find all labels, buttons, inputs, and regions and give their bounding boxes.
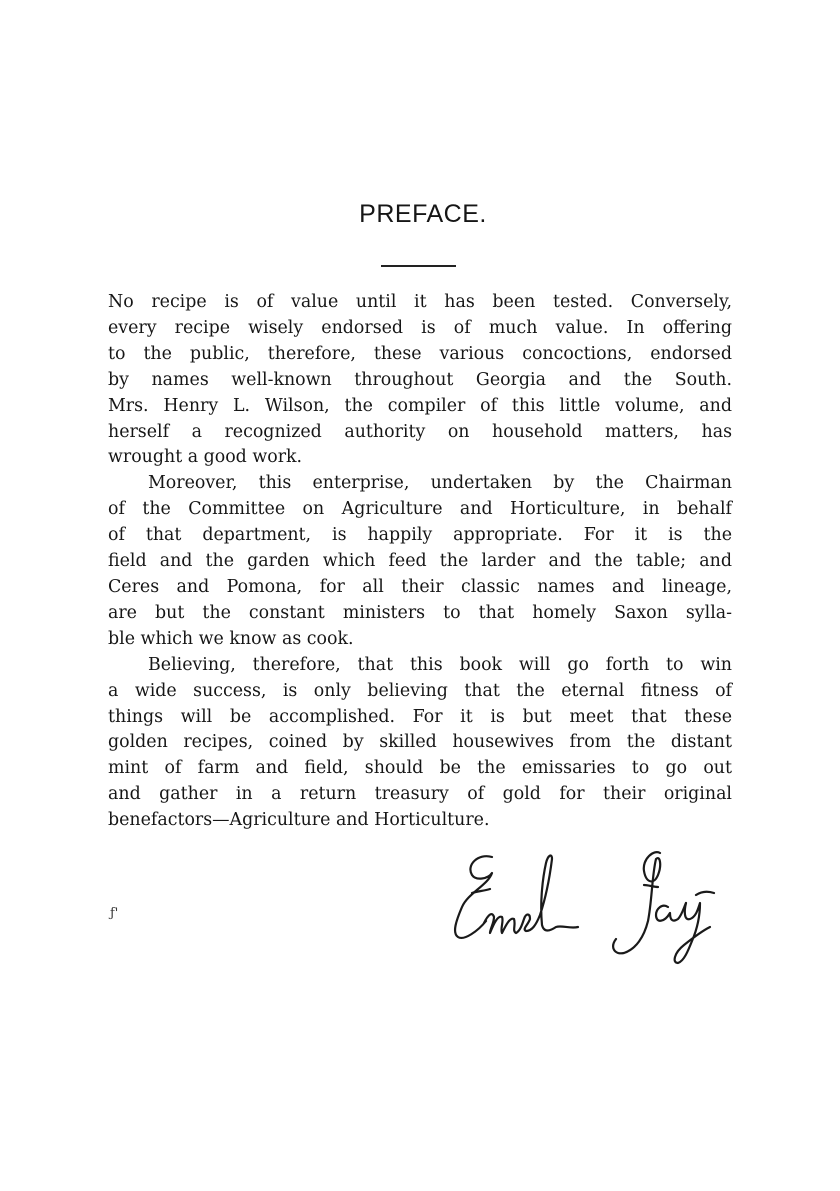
stray-mark: ƒ' xyxy=(110,906,119,921)
preface-body xyxy=(108,290,732,834)
text-line: benefactors—Agriculture and Horticulture. xyxy=(108,810,490,831)
text-line: herself a recognized authority on household matters, has xyxy=(108,421,732,442)
text-line: of that department, is happily appropriate. For it is the xyxy=(108,525,732,546)
text-line: No recipe is of value until it has been tested. Conversely, xyxy=(108,292,732,312)
paragraph-2 xyxy=(108,471,732,652)
text-line: every recipe wisely endorsed is of much value. In offering xyxy=(108,317,732,338)
text-line: of the Committee on Agriculture and Horticulture, in behalf xyxy=(108,499,732,520)
text-line: mint of farm and field, should be the emissaries to go out xyxy=(108,758,732,779)
text-line: to the public, therefore, these various concoctions, endorsed xyxy=(108,343,732,364)
text-line: ble which we know as cook. xyxy=(108,628,354,649)
paragraph-1 xyxy=(108,290,732,471)
text-line: Believing, therefore, that this book will go forth to win xyxy=(148,654,732,675)
title-divider xyxy=(381,265,456,267)
text-line: wrought a good work. xyxy=(108,447,303,468)
text-line: are but the constant ministers to that homely Saxon sylla- xyxy=(108,602,732,623)
text-line: Ceres and Pomona, for all their classic names and lineage, xyxy=(108,576,732,597)
text-line: things will be accomplished. For it is but meet that these xyxy=(108,706,732,727)
text-line: golden recipes, coined by skilled housewives from the distant xyxy=(108,732,732,753)
text-line: by names well-known throughout Georgia and the South. xyxy=(108,369,732,390)
text-line: and gather in a return treasury of gold for their original xyxy=(108,784,732,805)
page-title: PREFACE. xyxy=(359,200,487,228)
paragraph-3 xyxy=(108,653,732,834)
text-line: Moreover, this enterprise, undertaken by the Chairman xyxy=(148,473,732,494)
text-line: Mrs. Henry L. Wilson, the compiler of this little volume, and xyxy=(108,395,732,416)
signature-image xyxy=(448,845,733,965)
text-line: field and the garden which feed the larder and the table; and xyxy=(108,551,732,572)
text-line: a wide success, is only believing that the eternal fitness of xyxy=(108,680,732,701)
